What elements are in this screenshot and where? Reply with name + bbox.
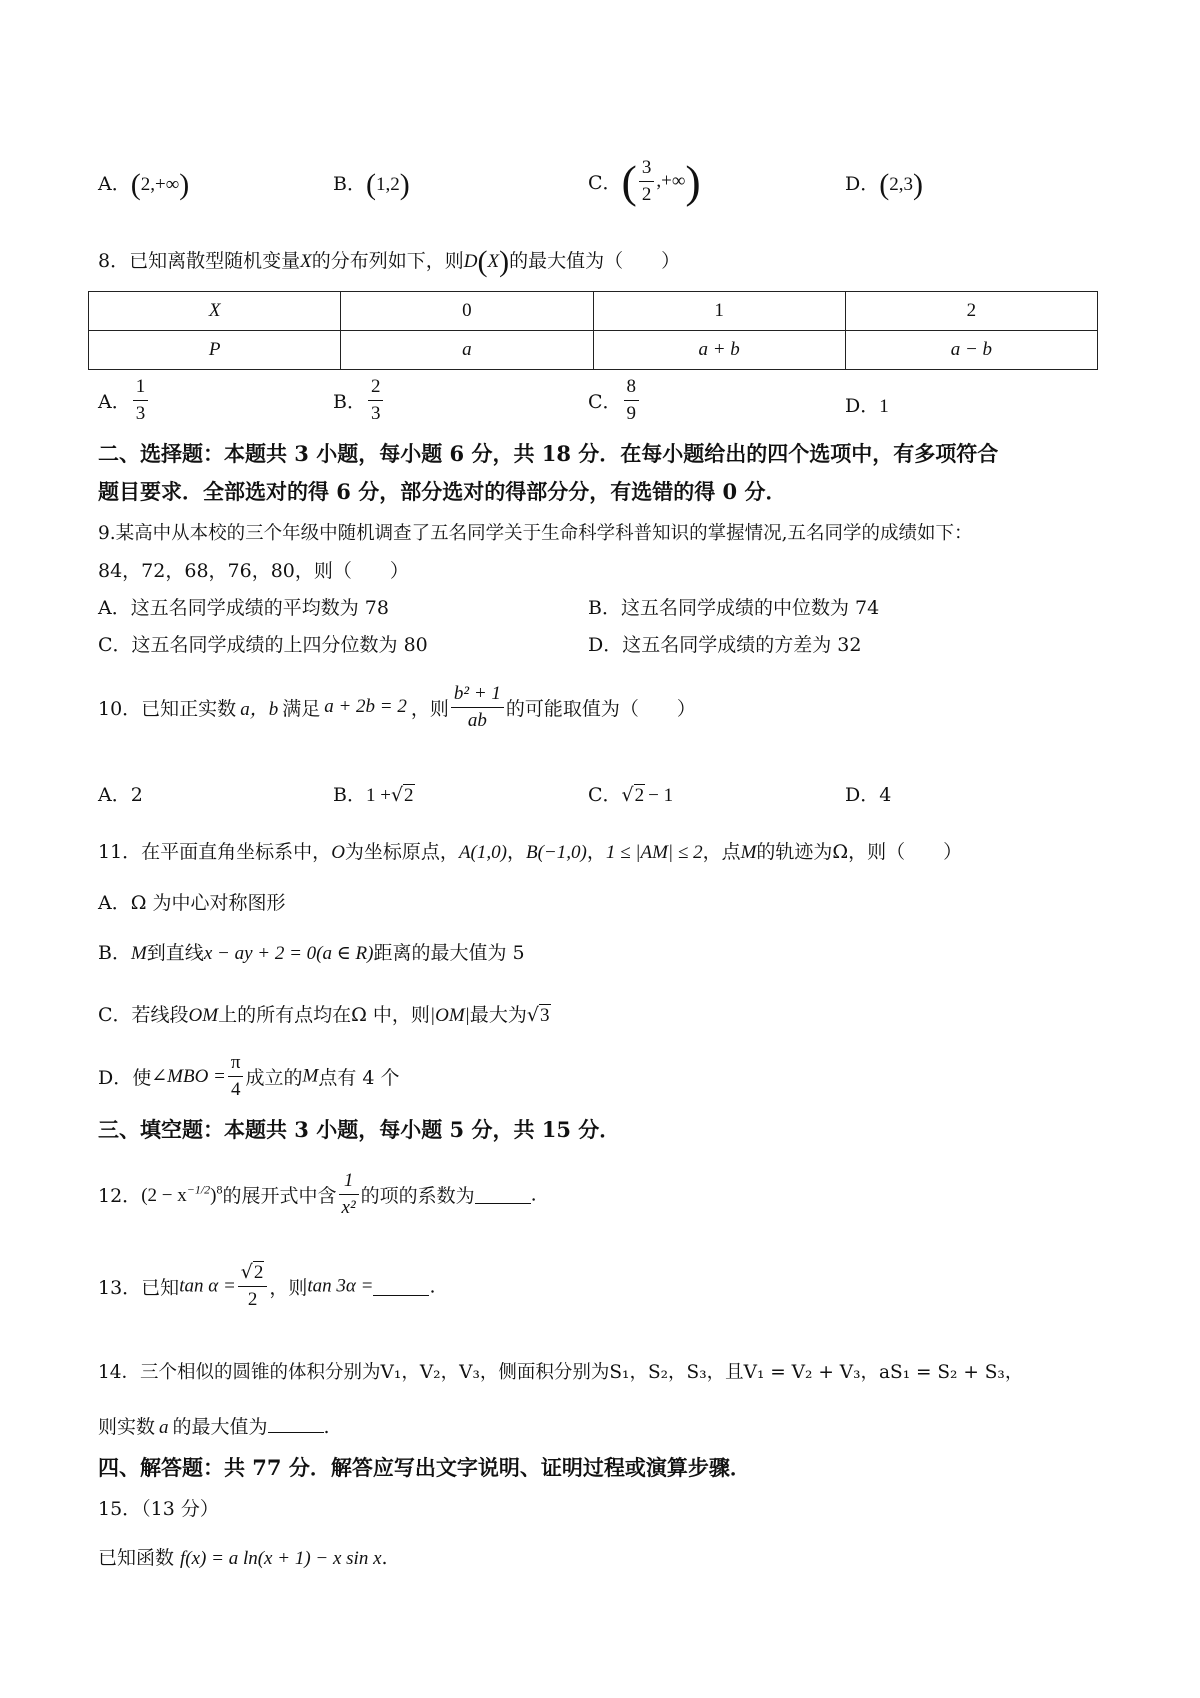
q10-option-a: A．2 bbox=[98, 784, 143, 806]
section-3-heading: 三、填空题：本题共 3 小题，每小题 5 分，共 15 分． bbox=[98, 1117, 621, 1142]
q13-stem: 13．已知tan α = $\frac{√2}{2}$ ，则tan 3α = . bbox=[98, 1261, 436, 1310]
table-cell: X bbox=[89, 292, 341, 331]
q7-option-c: C．( $\frac{3}{2}$ ,+∞) bbox=[588, 156, 701, 207]
q8-option-d: D．1 bbox=[845, 395, 889, 417]
answer-blank[interactable] bbox=[475, 1185, 531, 1204]
q9-option-a: A．这五名同学成绩的平均数为 78 bbox=[98, 597, 389, 619]
distribution-table bbox=[88, 291, 1098, 370]
q9-option-c: C．这五名同学成绩的上四分位数为 80 bbox=[98, 634, 428, 656]
q10-option-c: C．√2 − 1 bbox=[588, 784, 674, 806]
table-row bbox=[89, 331, 1098, 370]
answer-blank[interactable] bbox=[373, 1277, 429, 1296]
table-cell: P bbox=[89, 331, 341, 370]
q14-stem-cont: 则实数 a 的最大值为 . bbox=[98, 1416, 330, 1438]
q8-option-c: C． $\frac{8}{9}$ bbox=[588, 376, 641, 425]
answer-blank[interactable] bbox=[268, 1414, 324, 1433]
q8-stem: 8．已知离散型随机变量X的分布列如下，则D(X)的最大值为（ ） bbox=[98, 245, 681, 278]
q14-stem: 14．三个相似的圆锥的体积分别为V₁，V₂，V₃，侧面积分别为S₁，S₂，S₃，且V₁ = V₂ + V₃，aS₁ = S₂ + S₃， bbox=[98, 1362, 1024, 1383]
section-2-heading: 二、选择题：本题共 3 小题，每小题 6 分，共 18 分．在每小题给出的四个选项中，有多项符合 bbox=[98, 441, 999, 466]
table-cell: 1 bbox=[593, 292, 845, 331]
q9-option-b: B．这五名同学成绩的中位数为 74 bbox=[588, 597, 880, 619]
q7-option-d: D．(2,3) bbox=[845, 168, 923, 201]
q11-option-a: A．Ω 为中心对称图形 bbox=[98, 892, 286, 914]
table-cell: a bbox=[341, 331, 593, 370]
q7-option-b: B．(1,2) bbox=[333, 168, 410, 201]
q9-stem: 9.某高中从本校的三个年级中随机调查了五名同学关于生命科学科普知识的掌握情况,五名同学的成绩如下： bbox=[98, 523, 973, 544]
section-4-heading: 四、解答题：共 77 分．解答应写出文字说明、证明过程或演算步骤． bbox=[98, 1455, 751, 1480]
q11-option-b: B．M到直线x − ay + 2 = 0(a ∈ R)距离的最大值为 5 bbox=[98, 942, 525, 964]
q7-option-a: A．(2,+∞) bbox=[98, 168, 190, 201]
q15-heading: 15．（13 分） bbox=[98, 1498, 219, 1520]
q10-option-b: B．1 +√2 bbox=[333, 784, 414, 806]
q8-option-b: B． $\frac{2}{3}$ bbox=[333, 376, 385, 425]
table-cell: a + b bbox=[593, 331, 845, 370]
q11-stem: 11．在平面直角坐标系中，O为坐标原点，A(1,0)，B(−1,0)，1 ≤ |AM| ≤ 2，点M的轨迹为Ω，则（ ） bbox=[98, 841, 963, 863]
q9-data: 84，72，68，76，80，则（ ） bbox=[98, 560, 409, 582]
table-row bbox=[89, 292, 1098, 331]
section-2-heading-cont: 题目要求．全部选对的得 6 分，部分选对的得部分分，有选错的得 0 分． bbox=[98, 479, 787, 504]
table-cell: 2 bbox=[845, 292, 1097, 331]
q8-option-a: A． $\frac{1}{3}$ bbox=[98, 376, 150, 425]
q11-option-c: C．若线段OM上的所有点均在Ω 中，则|OM|最大为√3 bbox=[98, 1004, 550, 1026]
table-cell: a − b bbox=[845, 331, 1097, 370]
q11-option-d: D．使∠MBO = $\frac{\pi}{4}$ 成立的M点有 4 个 bbox=[98, 1052, 400, 1100]
q12-stem: 12．$(2 - x^{-1/2})^8$的展开式中含 $\frac{1}{\text{x²}}$ 的项的系数为 . bbox=[98, 1170, 537, 1218]
q10-option-d: D．4 bbox=[845, 784, 892, 806]
q9-option-d: D．这五名同学成绩的方差为 32 bbox=[588, 634, 862, 656]
q10-stem: 10．已知正实数 a，b 满足 a + 2b = 2 ，则 $\frac{\text{b² + 1}}{ab}$ 的可能取值为（ ） bbox=[98, 683, 696, 731]
table-cell: 0 bbox=[341, 292, 593, 331]
q15-stem: 已知函数 f(x) = a ln(x + 1) − x sin x. bbox=[98, 1547, 388, 1569]
